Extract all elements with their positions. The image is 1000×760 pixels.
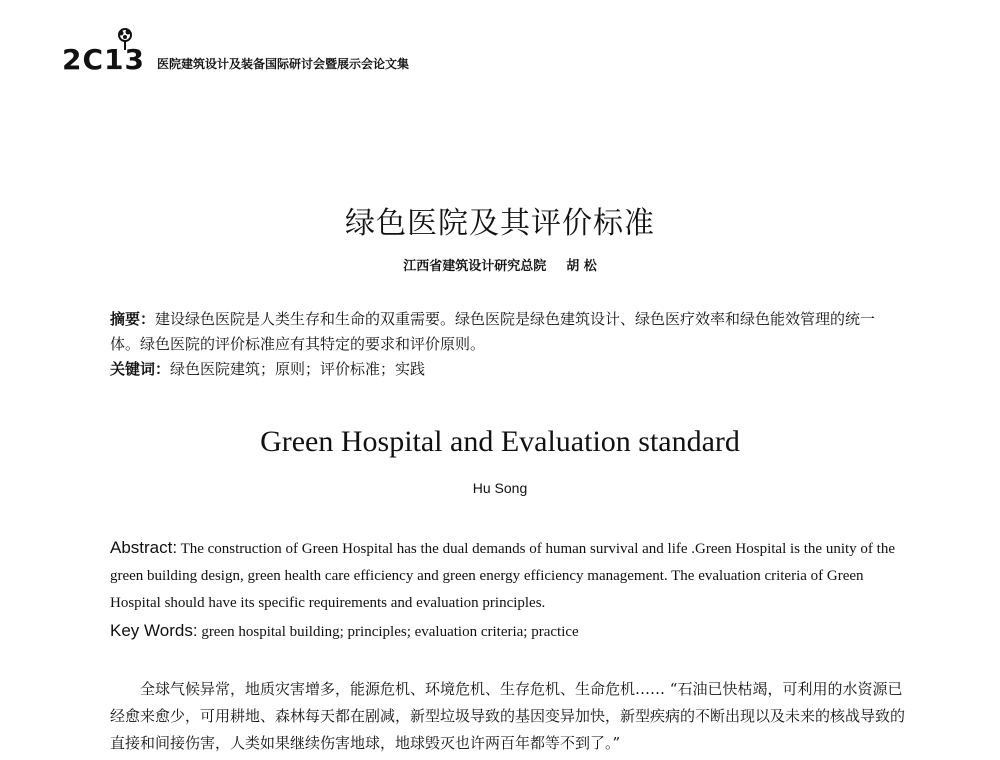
logo-text: 2C13 <box>62 43 145 76</box>
abstract-chinese-section <box>110 307 905 382</box>
author-name-chinese: 胡 松 <box>566 259 597 274</box>
page-header <box>62 30 409 80</box>
keywords-chinese-label: 关键词： <box>110 360 171 378</box>
abstract-chinese <box>110 307 905 357</box>
keywords-english-text: green hospital building; principles; evaluation criteria; practice <box>201 624 579 640</box>
keywords-chinese-text: 绿色医院建筑；原则；评价标准；实践 <box>170 360 426 378</box>
keywords-chinese <box>110 357 905 382</box>
tree-icon <box>114 28 136 52</box>
author-line-chinese <box>0 255 1000 274</box>
abstract-english-section <box>110 534 900 646</box>
abstract-english <box>110 534 900 617</box>
body-paragraph: 全球气候异常，地质灾害增多，能源危机、环境危机、生存危机、生命危机…… “石油已快枯竭，可利用的水资源已经愈来愈少，可用耕地、森林每天都在剧减，新型垃圾导致的基因变异加快，新型疾病的不断出现以及未来的核战导致的直接和间接伤害，人类如果继续伤害地球，地球毁灭也许两百年都等不到了。” <box>110 680 906 752</box>
abstract-chinese-label: 摘要： <box>110 310 156 328</box>
keywords-english-label: Key Words: <box>110 621 198 640</box>
keywords-english <box>110 617 900 646</box>
proceedings-title: 医院建筑设计及装备国际研讨会暨展示会论文集 <box>157 57 410 71</box>
abstract-english-label: Abstract: <box>110 538 178 557</box>
conference-logo <box>62 43 145 80</box>
affiliation-chinese: 江西省建筑设计研究总院 <box>403 259 547 274</box>
paper-title-english: Green Hospital and Evaluation standard <box>260 425 740 458</box>
abstract-chinese-text: 建设绿色医院是人类生存和生命的双重需要。绿色医院是绿色建筑设计、绿色医疗效率和绿色能效管理的统一体。绿色医院的评价标准应有其特定的要求和评价原则。 <box>110 310 876 353</box>
author-name-english: Hu Song <box>472 480 528 496</box>
paper-title-chinese: 绿色医院及其评价标准 <box>345 206 655 241</box>
abstract-english-text: The construction of Green Hospital has the dual demands of human survival and life .Green Hospital is the unity of the green building design, green health care efficiency and green energy efficiency management. The evaluation criteria of Green Hospital should have its specific requirements and evaluation principles. <box>110 541 895 611</box>
